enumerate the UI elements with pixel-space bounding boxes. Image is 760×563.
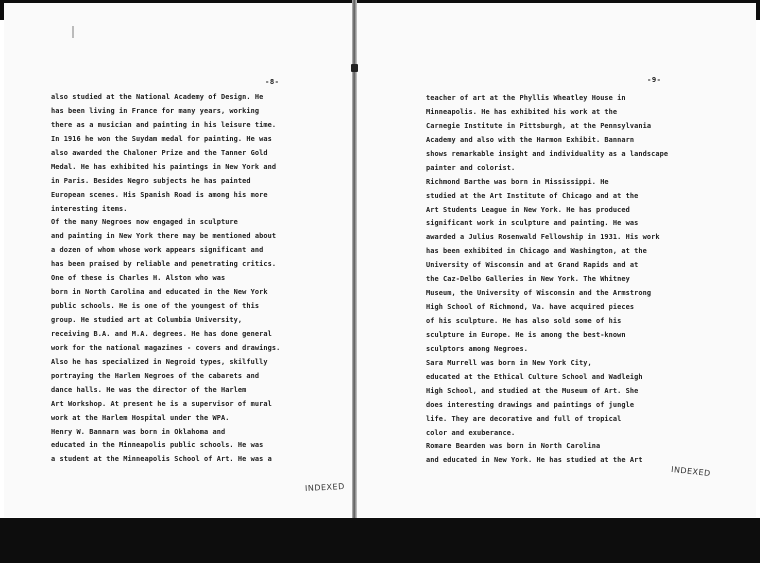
text-line: Museum, the University of Wisconsin and the Armstrong (426, 289, 652, 298)
text-line: there as a musician and painting in his leisure time. (51, 120, 277, 129)
text-line: One of these is Charles H. Alston who was (51, 274, 226, 283)
text-line: life. They are decorative and full of tropical (426, 414, 622, 423)
text-line: and painting in New York there may be mentioned about (51, 232, 277, 241)
text-line: High School of Richmond, Va. have acquired pieces (426, 303, 635, 312)
text-line: Of the many Negroes now engaged in sculpture (51, 218, 238, 227)
text-line: shows remarkable insight and individuality as a landscape (426, 149, 669, 158)
text-line: has been exhibited in Chicago and Washington, at the (426, 247, 647, 256)
text-line: teacher of art at the Phyllis Wheatley House in (426, 94, 626, 102)
text-line: has been living in France for many years, working (51, 106, 260, 115)
indexed-stamp-left: INDEXED (304, 481, 345, 494)
text-line: Sara Murrell was born in New York City, (426, 358, 592, 367)
text-line: in Paris. Besides Negro subjects he has painted (51, 176, 251, 185)
text-line: also studied at the National Academy of Design. He (51, 93, 264, 101)
text-line: group. He studied art at Columbia University, (51, 316, 243, 324)
text-line: University of Wisconsin and at Grand Rapids and at (426, 261, 639, 270)
text-line: a dozen of whom whose work appears significant and (51, 246, 264, 255)
left-page-text (51, 91, 343, 467)
text-line: Richmond Barthe was born in Mississippi. He (426, 177, 609, 186)
text-line: does interesting drawings and paintings of jungle (426, 400, 635, 409)
right-page-text (426, 92, 726, 468)
text-line: painter and colorist. (426, 163, 516, 172)
text-line: work at the Harlem Hospital under the WPA. (51, 413, 230, 422)
text-line: High School, and studied at the Museum of Art. She (426, 386, 639, 395)
text-line: sculptors among Negroes. (426, 344, 528, 353)
scan-smudge (72, 26, 74, 38)
text-line: portraying the Harlem Negroes of the cabarets and (51, 371, 260, 380)
text-line: also awarded the Chaloner Prize and the Tanner Gold (51, 148, 268, 157)
text-line: Minneapolis. He has exhibited his work at the (426, 107, 618, 116)
text-line: work for the national magazines - covers and drawings. (51, 343, 281, 352)
book-gutter (352, 0, 357, 518)
text-line: and educated in New York. He has studied at the Art (426, 456, 643, 465)
text-line: has been praised by reliable and penetrating critics. (51, 260, 277, 269)
text-line: awarded a Julius Rosenwald Fellowship in 1931. His work (426, 233, 660, 242)
text-line: a student at the Minneapolis School of Art. He was a (51, 455, 272, 464)
text-line: educated in the Minneapolis public schools. He was (51, 441, 264, 450)
text-line: Also he has specialized in Negroid types, skilfully (51, 357, 268, 366)
scan-bottom-border (0, 518, 760, 563)
text-line: born in North Carolina and educated in the New York (51, 288, 268, 297)
text-line: European scenes. His Spanish Road is among his more (51, 190, 268, 199)
text-line: significant work in sculpture and painting. He was (426, 219, 639, 228)
text-line: public schools. He is one of the youngest of this (51, 302, 260, 311)
text-line: color and exuberance. (426, 428, 516, 437)
text-line: Art Students League in New York. He has produced (426, 205, 630, 214)
text-line: interesting items. (51, 204, 128, 213)
text-line: Henry W. Bannarn was born in Oklahoma and (51, 427, 226, 436)
text-line: Romare Bearden was born in North Carolina (426, 442, 601, 451)
text-line: the Caz-Delbo Galleries in New York. The Whitney (426, 275, 630, 284)
indexed-stamp-right: INDEXED (670, 464, 712, 479)
text-line: receiving B.A. and M.A. degrees. He has done general (51, 329, 272, 338)
text-line: sculpture in Europe. He is among the best-known (426, 330, 626, 339)
right-page-number: -9- (647, 75, 662, 84)
text-line: studied at the Art Institute of Chicago and at the (426, 191, 639, 200)
text-line: educated at the Ethical Culture School and Wadleigh (426, 372, 643, 381)
text-line: of his sculpture. He has also sold some of his (426, 317, 622, 325)
text-line: Academy and also with the Harmon Exhibit. Bannarn (426, 135, 635, 144)
binder-clip-mark (351, 64, 358, 72)
text-line: Art Workshop. At present he is a supervisor of mural (51, 399, 272, 408)
text-line: In 1916 he won the Suydam medal for painting. He was (51, 134, 272, 143)
left-page-number: -8- (265, 77, 280, 86)
text-line: Medal. He has exhibited his paintings in New York and (51, 162, 277, 171)
text-line: Carnegie Institute in Pittsburgh, at the Pennsylvania (426, 121, 652, 130)
text-line: dance halls. He was the director of the Harlem (51, 385, 247, 394)
